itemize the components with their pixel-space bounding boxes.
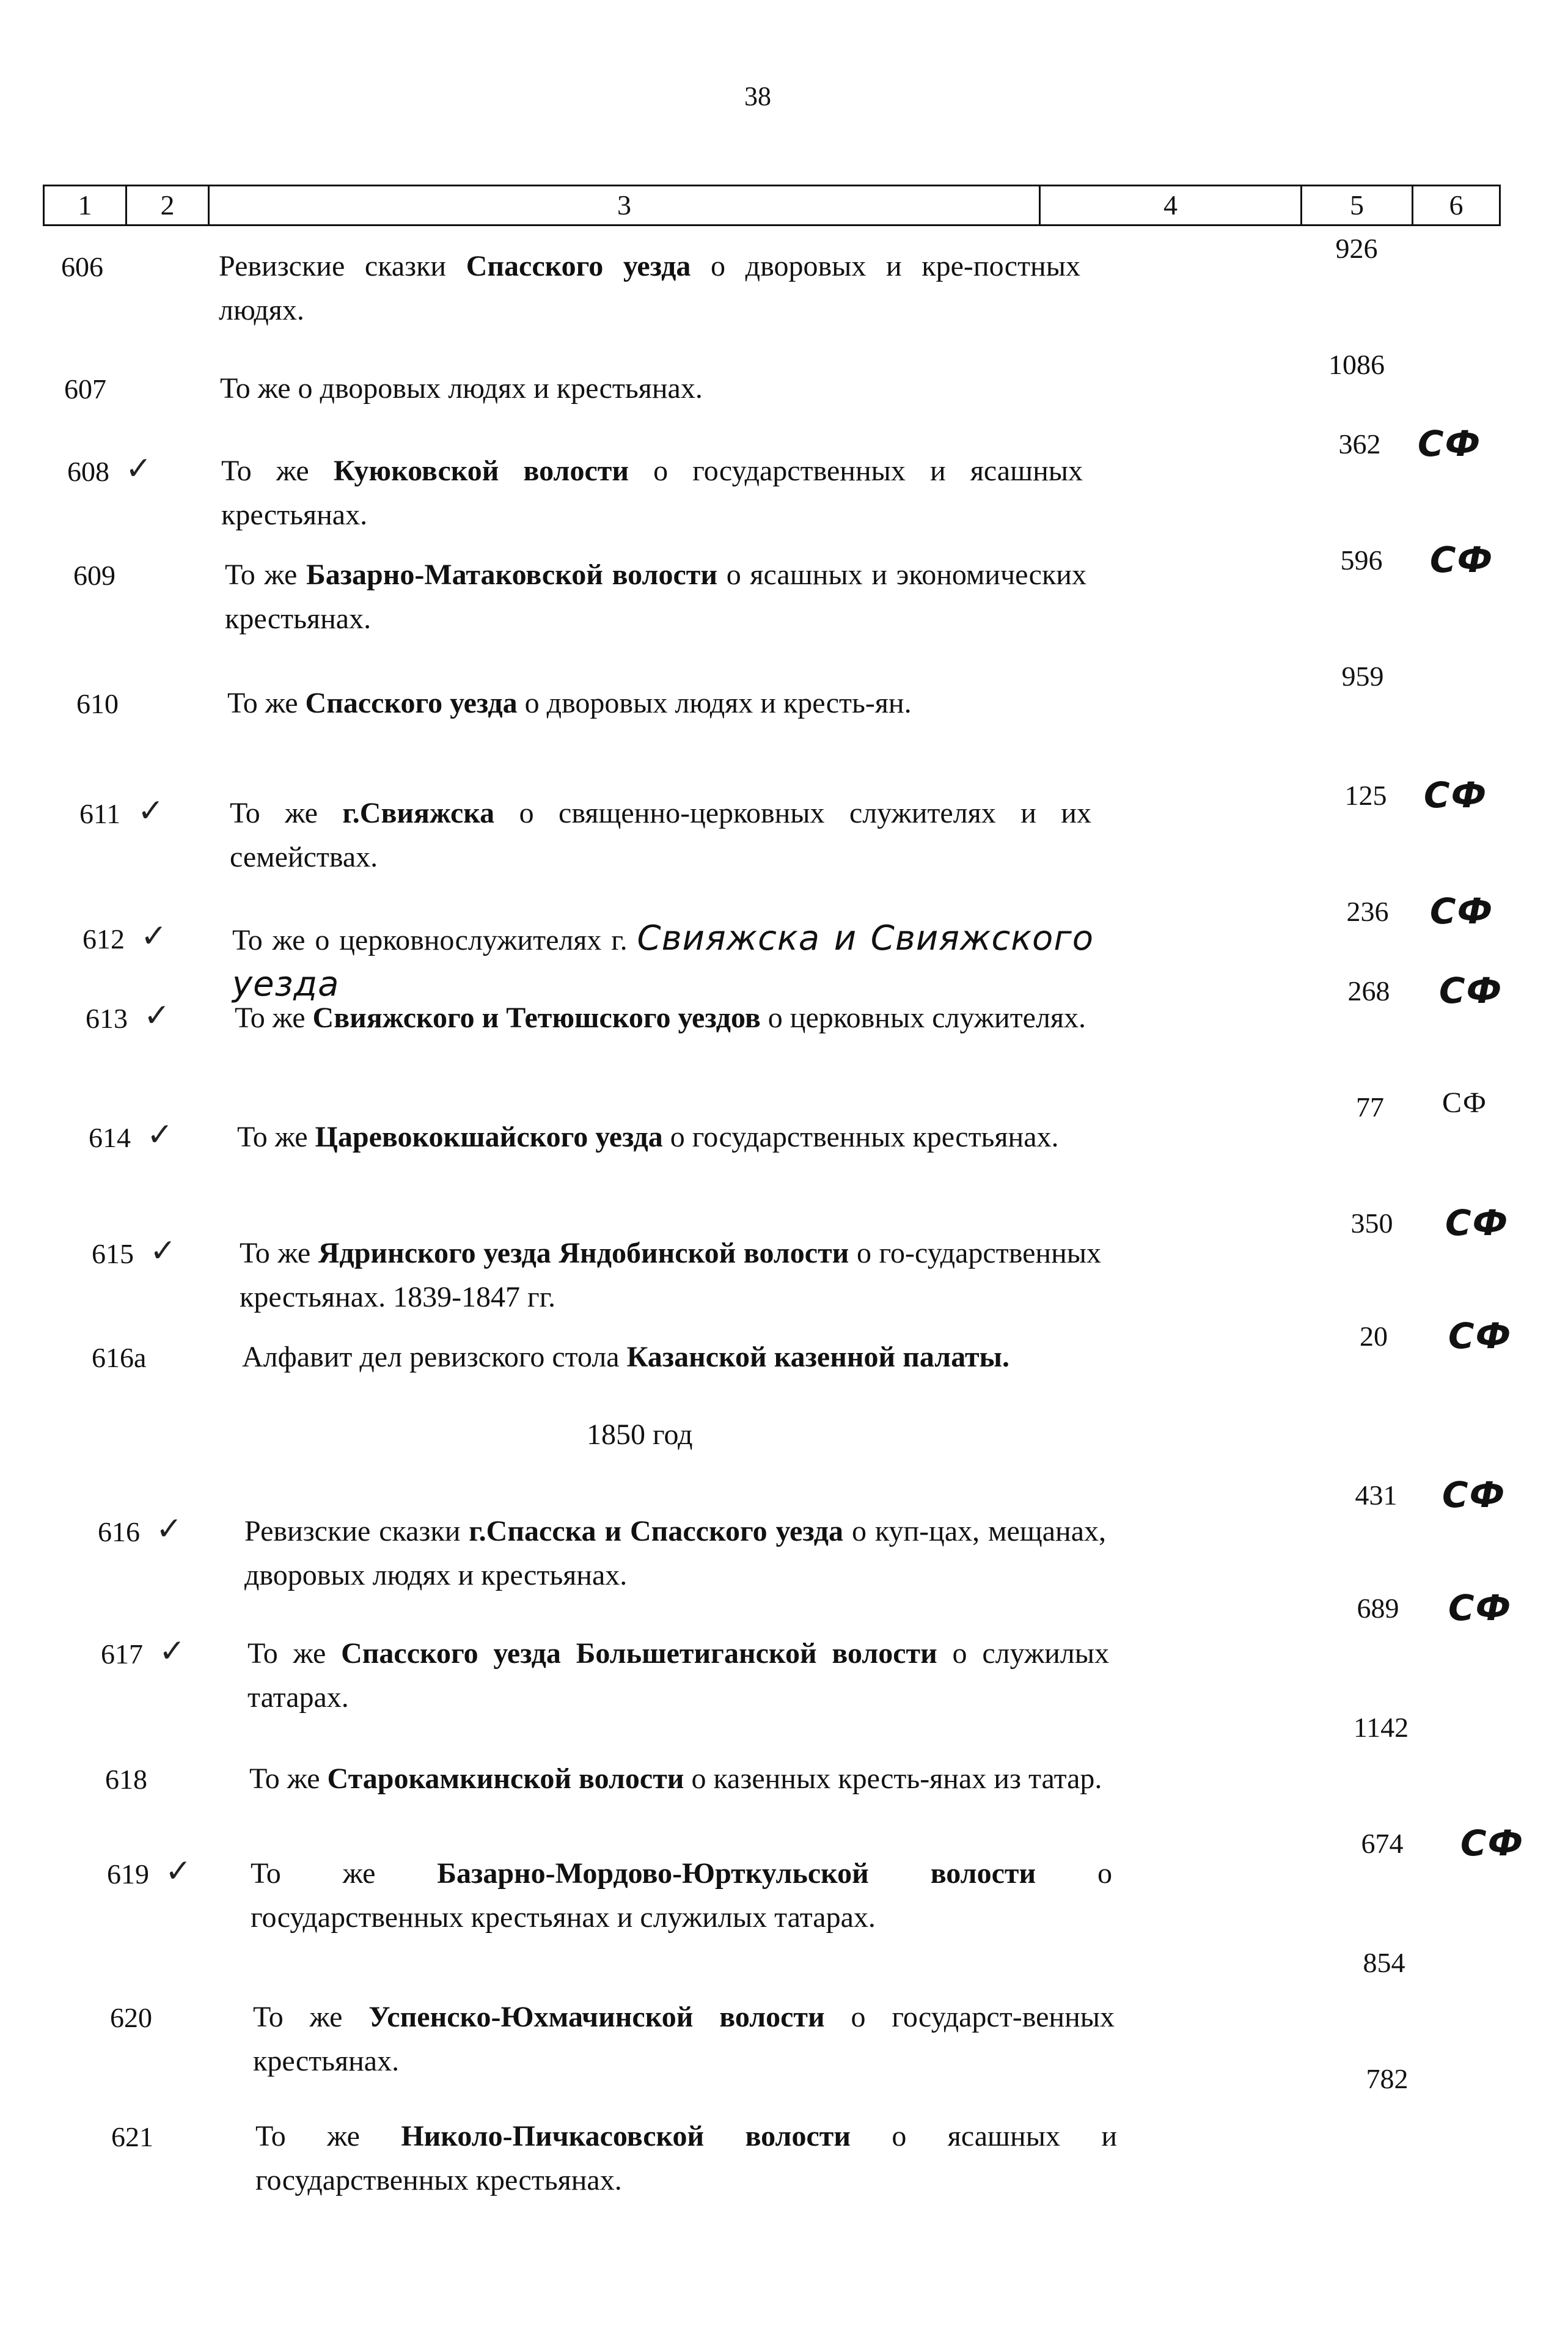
record-description: То же Свияжского и Тетюшского уездов о церковных служителях. [235,1002,1086,1034]
record-count: 596 [1340,545,1383,576]
record-count: 854 [1363,1947,1405,1978]
record-description: То же Николо-Пичкасовской волости о ясашных и государственных крестьянах. [255,2120,1118,2196]
record-count: 268 [1347,975,1390,1007]
record-number: 607 [64,373,106,405]
record-number: 617 [101,1638,143,1670]
record-count: 236 [1346,896,1389,927]
collection-mark: СФ [1418,423,1482,464]
record-number: 616а [92,1342,147,1373]
record-count: 125 [1344,780,1387,811]
collection-mark: СФ [1439,970,1503,1011]
record-count: 1086 [1328,349,1385,380]
record-description: То же Царевококшайского уезда о государственных крестьянах. [237,1121,1059,1153]
record-number: 615 [92,1238,134,1269]
col-header-6: 6 [1449,189,1464,221]
collection-mark: СФ [1448,1587,1512,1629]
record-count: 782 [1366,2063,1409,2094]
record-description: То же Базарно-Матаковской волости о ясашных и экономических крестьянах. [225,559,1086,635]
record-number: 609 [73,560,115,591]
record-description: То же Спасского уезда о дворовых людях и кресть-ян. [227,687,912,719]
checkmark-icon: ✓ [159,1633,186,1670]
record-count: 926 [1335,233,1378,264]
record-number: 618 [105,1764,147,1795]
record-count: 1142 [1353,1712,1409,1743]
record-number: 619 [107,1858,149,1890]
record-description: То же Куюковской волости о государственных и ясашных крестьянах. [221,455,1083,531]
record-description: То же Старокамкинской волости о казенных кресть-янах из татар. [249,1762,1102,1795]
record-count: 20 [1360,1321,1388,1352]
col-header-3: 3 [210,186,1041,224]
collection-mark: СФ [1424,774,1488,816]
collection-mark: СФ [1445,1202,1509,1244]
record-count: 77 [1356,1091,1384,1123]
checkmark-icon: ✓ [147,1117,174,1153]
record-count: 959 [1341,661,1384,692]
year-heading: 1850 год [587,1418,693,1451]
record-number: 620 [110,2002,152,2033]
record-description: Ревизские сказки г.Спасска и Спасского уезда о куп-цах, мещанах, дворовых людях и крестьянах. [244,1515,1107,1591]
checkmark-icon: ✓ [137,793,164,829]
checkmark-icon: ✓ [156,1511,183,1547]
checkmark-icon: ✓ [144,997,170,1034]
record-number: 614 [89,1122,131,1153]
record-description: То же г.Свияжска о священно-церковных служителях и их семействах. [230,797,1091,873]
record-description: То же о церковнослужителях г. Свияжска и Свияжского уезда [232,919,1094,1004]
record-description: То же Ядринского уезда Яндобинской волости о го-сударственных крестьянах. 1839-1847 гг. [240,1237,1102,1313]
record-number: 612 [82,923,125,955]
record-number: 610 [76,688,119,719]
col-header-1: 1 [45,186,127,224]
record-count: 689 [1357,1593,1399,1624]
collection-mark: СФ [1448,1315,1512,1357]
col-header-5: 5 [1302,186,1413,224]
col-header-4: 4 [1041,186,1302,224]
record-count: 431 [1355,1480,1398,1511]
record-description: То же Базарно-Мордово-Юрткульской волости о государственных крестьянах и служилых татарах. [251,1857,1112,1934]
checkmark-icon: ✓ [125,450,152,487]
checkmark-icon: ✓ [165,1853,192,1890]
collection-mark: СФ [1460,1822,1525,1864]
record-description: То же о дворовых людях и крестьянах. [220,372,703,405]
collection-mark: СФ [1430,890,1494,932]
collection-mark: СФ [1442,1474,1506,1516]
record-number: 616 [98,1516,140,1547]
table-header [43,185,1501,226]
col-header-2: 2 [127,186,210,224]
record-description: То же Успенско-Юхмачинской волости о государст-венных крестьянах. [253,2001,1115,2077]
collection-mark: СФ [1442,1087,1487,1119]
record-number: 606 [61,251,103,282]
record-description: Ревизские сказки Спасского уезда о дворовых и кре-постных людях. [219,250,1080,326]
record-count: 674 [1361,1828,1404,1859]
record-description: Алфавит дел ревизского стола Казанской казенной палаты. [242,1341,1010,1373]
collection-mark: СФ [1430,539,1494,581]
record-number: 613 [86,1003,128,1034]
record-number: 611 [79,798,121,829]
record-count: 350 [1350,1208,1393,1239]
record-description: То же Спасского уезда Большетиганской волости о служилых татарах. [247,1637,1109,1714]
record-number: 621 [111,2121,153,2152]
checkmark-icon: ✓ [150,1233,177,1269]
record-count: 362 [1338,428,1381,460]
record-number: 608 [67,456,109,487]
page-number: 38 [744,81,771,111]
checkmark-icon: ✓ [141,918,167,955]
